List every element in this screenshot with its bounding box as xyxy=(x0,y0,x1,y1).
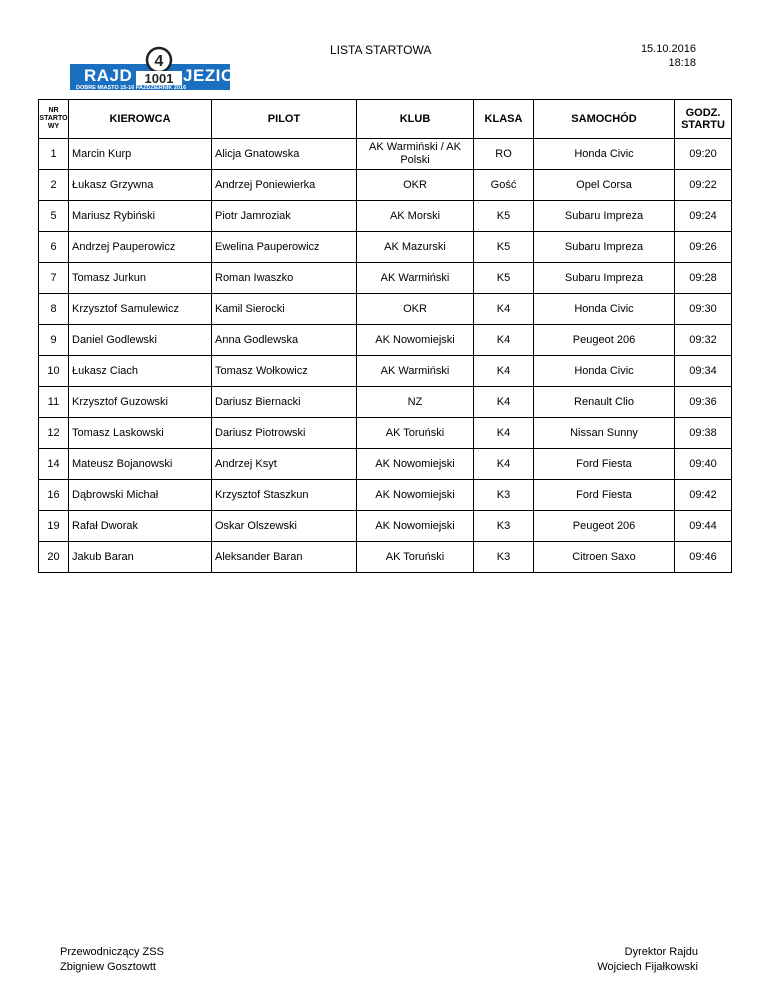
cell-kierowca: Krzysztof Samulewicz xyxy=(69,294,212,325)
table-row xyxy=(39,449,732,480)
cell-godz: 09:26 xyxy=(675,232,732,263)
table-row xyxy=(39,511,732,542)
cell-nr: 16 xyxy=(39,480,69,511)
cell-klasa: K3 xyxy=(474,480,534,511)
cell-kierowca: Łukasz Grzywna xyxy=(69,170,212,201)
cell-klasa: Gość xyxy=(474,170,534,201)
logo-word-right: JEZIOR xyxy=(183,66,248,85)
cell-klub: AK Mazurski xyxy=(357,232,474,263)
cell-kierowca: Jakub Baran xyxy=(69,542,212,573)
cell-kierowca: Marcin Kurp xyxy=(69,139,212,170)
table-row xyxy=(39,263,732,294)
cell-godz: 09:28 xyxy=(675,263,732,294)
cell-godz: 09:20 xyxy=(675,139,732,170)
rally-logo xyxy=(70,44,248,91)
signature-left-name: Zbigniew Gosztowtt xyxy=(60,961,156,973)
cell-nr: 10 xyxy=(39,356,69,387)
cell-samochod: Subaru Impreza xyxy=(534,263,675,294)
cell-godz: 09:24 xyxy=(675,201,732,232)
cell-klasa: K4 xyxy=(474,449,534,480)
cell-klasa: K4 xyxy=(474,356,534,387)
cell-pilot: Anna Godlewska xyxy=(212,325,357,356)
col-header-klasa: KLASA xyxy=(474,100,534,139)
cell-nr: 6 xyxy=(39,232,69,263)
cell-klub: AK Warmiński xyxy=(357,263,474,294)
cell-kierowca: Mateusz Bojanowski xyxy=(69,449,212,480)
cell-pilot: Dariusz Biernacki xyxy=(212,387,357,418)
cell-kierowca: Mariusz Rybiński xyxy=(69,201,212,232)
cell-pilot: Roman Iwaszko xyxy=(212,263,357,294)
table-row xyxy=(39,387,732,418)
table-row xyxy=(39,480,732,511)
cell-samochod: Nissan Sunny xyxy=(534,418,675,449)
cell-pilot: Kamil Sierocki xyxy=(212,294,357,325)
cell-godz: 09:30 xyxy=(675,294,732,325)
cell-kierowca: Rafał Dworak xyxy=(69,511,212,542)
cell-nr: 11 xyxy=(39,387,69,418)
table-row xyxy=(39,232,732,263)
table-row xyxy=(39,542,732,573)
print-datetime xyxy=(641,42,696,70)
cell-pilot: Piotr Jamroziak xyxy=(212,201,357,232)
cell-pilot: Andrzej Ksyt xyxy=(212,449,357,480)
cell-godz: 09:40 xyxy=(675,449,732,480)
cell-klasa: K5 xyxy=(474,201,534,232)
cell-samochod: Ford Fiesta xyxy=(534,449,675,480)
col-header-klub: KLUB xyxy=(357,100,474,139)
cell-kierowca: Tomasz Laskowski xyxy=(69,418,212,449)
cell-klub: AK Toruński xyxy=(357,542,474,573)
cell-samochod: Honda Civic xyxy=(534,356,675,387)
col-header-godz: GODZ. STARTU xyxy=(675,100,732,139)
cell-klasa: K3 xyxy=(474,542,534,573)
cell-klub: AK Nowomiejski xyxy=(357,511,474,542)
cell-klub: AK Morski xyxy=(357,201,474,232)
cell-kierowca: Daniel Godlewski xyxy=(69,325,212,356)
print-date: 15.10.2016 xyxy=(640,43,696,55)
logo-word-left: RAJD xyxy=(84,66,133,85)
cell-klasa: K3 xyxy=(474,511,534,542)
cell-nr: 19 xyxy=(39,511,69,542)
cell-samochod: Opel Corsa xyxy=(534,170,675,201)
cell-godz: 09:42 xyxy=(675,480,732,511)
cell-klub: AK Nowomiejski xyxy=(357,449,474,480)
cell-klub: OKR xyxy=(357,170,474,201)
cell-klasa: K4 xyxy=(474,418,534,449)
cell-nr: 7 xyxy=(39,263,69,294)
cell-klub: OKR xyxy=(357,294,474,325)
cell-pilot: Tomasz Wołkowicz xyxy=(212,356,357,387)
cell-pilot: Oskar Olszewski xyxy=(212,511,357,542)
cell-pilot: Aleksander Baran xyxy=(212,542,357,573)
cell-pilot: Ewelina Pauperowicz xyxy=(212,232,357,263)
print-time: 18:18 xyxy=(668,57,696,69)
cell-nr: 14 xyxy=(39,449,69,480)
cell-godz: 09:38 xyxy=(675,418,732,449)
cell-kierowca: Łukasz Ciach xyxy=(69,356,212,387)
table-row xyxy=(39,294,732,325)
cell-nr: 1 xyxy=(39,139,69,170)
cell-klub: AK Warmiński xyxy=(357,356,474,387)
signature-right-role: Dyrektor Rajdu xyxy=(624,946,698,958)
cell-pilot: Krzysztof Staszkun xyxy=(212,480,357,511)
col-header-nr: NR STARTO WY xyxy=(39,100,69,139)
table-row xyxy=(39,356,732,387)
cell-nr: 12 xyxy=(39,418,69,449)
table-row xyxy=(39,201,732,232)
cell-samochod: Peugeot 206 xyxy=(534,511,675,542)
cell-samochod: Subaru Impreza xyxy=(534,232,675,263)
cell-godz: 09:22 xyxy=(675,170,732,201)
cell-nr: 20 xyxy=(39,542,69,573)
start-list-table xyxy=(38,99,732,573)
cell-godz: 09:32 xyxy=(675,325,732,356)
cell-klasa: K4 xyxy=(474,387,534,418)
table-row xyxy=(39,418,732,449)
cell-klub: AK Toruński xyxy=(357,418,474,449)
cell-kierowca: Krzysztof Guzowski xyxy=(69,387,212,418)
cell-godz: 09:36 xyxy=(675,387,732,418)
cell-samochod: Honda Civic xyxy=(534,294,675,325)
logo-word-center: 1001 xyxy=(144,71,174,86)
signature-left-role: Przewodniczący ZSS xyxy=(60,946,164,958)
col-header-pilot: PILOT xyxy=(212,100,357,139)
cell-klasa: K5 xyxy=(474,232,534,263)
signature-right xyxy=(597,945,698,975)
cell-samochod: Renault Clio xyxy=(534,387,675,418)
cell-klasa: K4 xyxy=(474,294,534,325)
cell-klasa: RO xyxy=(474,139,534,170)
table-row xyxy=(39,170,732,201)
cell-klub: AK Nowomiejski xyxy=(357,325,474,356)
cell-godz: 09:34 xyxy=(675,356,732,387)
cell-samochod: Peugeot 206 xyxy=(534,325,675,356)
cell-nr: 2 xyxy=(39,170,69,201)
cell-nr: 8 xyxy=(39,294,69,325)
page-title: LISTA STARTOWA xyxy=(330,43,432,57)
cell-pilot: Dariusz Piotrowski xyxy=(212,418,357,449)
logo-badge-number: 4 xyxy=(154,53,164,70)
signature-right-name: Wojciech Fijałkowski xyxy=(597,961,698,973)
cell-samochod: Honda Civic xyxy=(534,139,675,170)
cell-klub: AK Nowomiejski xyxy=(357,480,474,511)
col-header-samochod: SAMOCHÓD xyxy=(534,100,675,139)
cell-klasa: K5 xyxy=(474,263,534,294)
cell-godz: 09:46 xyxy=(675,542,732,573)
signature-left xyxy=(60,945,164,975)
cell-godz: 09:44 xyxy=(675,511,732,542)
cell-pilot: Andrzej Poniewierka xyxy=(212,170,357,201)
cell-nr: 9 xyxy=(39,325,69,356)
table-header-row xyxy=(39,100,732,139)
cell-kierowca: Tomasz Jurkun xyxy=(69,263,212,294)
logo-tagline: DOBRE MIASTO 15-16 PAŹDZIERNIK 2016 xyxy=(76,85,187,91)
cell-nr: 5 xyxy=(39,201,69,232)
cell-samochod: Ford Fiesta xyxy=(534,480,675,511)
cell-pilot: Alicja Gnatowska xyxy=(212,139,357,170)
cell-klasa: K4 xyxy=(474,325,534,356)
cell-kierowca: Dąbrowski Michał xyxy=(69,480,212,511)
cell-samochod: Citroen Saxo xyxy=(534,542,675,573)
cell-samochod: Subaru Impreza xyxy=(534,201,675,232)
table-row xyxy=(39,325,732,356)
cell-klub: AK Warmiński / AK Polski xyxy=(357,139,474,170)
cell-klub: NZ xyxy=(357,387,474,418)
cell-kierowca: Andrzej Pauperowicz xyxy=(69,232,212,263)
col-header-kierowca: KIEROWCA xyxy=(69,100,212,139)
table-row xyxy=(39,139,732,170)
